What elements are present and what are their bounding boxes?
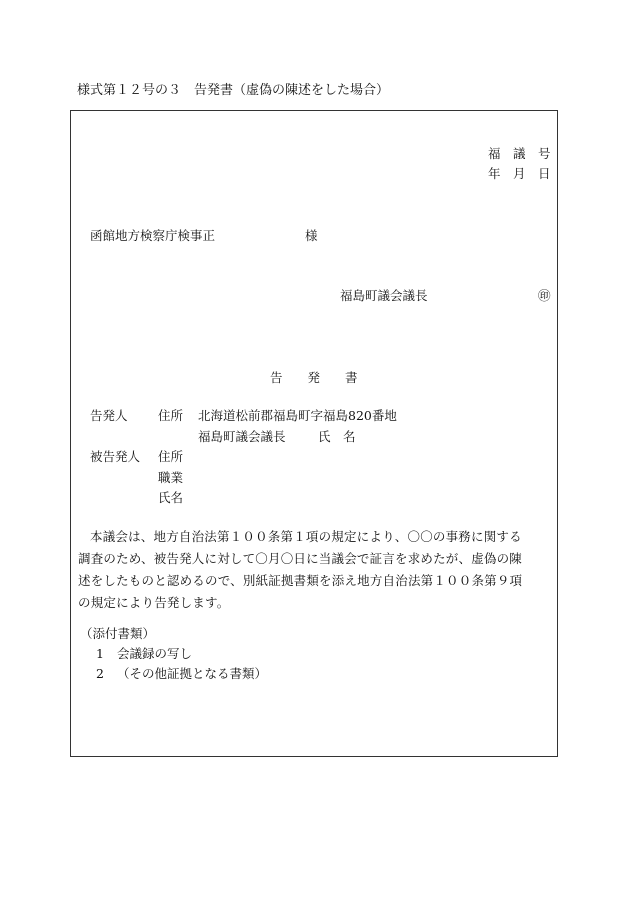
addressee-office: 函館地方検察庁検事正 [90,228,216,243]
body-line: 調査のため、被告発人に対して〇月〇日に当議会で証言を求めたが、虚偽の陳 [78,551,523,566]
body-text [78,526,554,614]
attachment-number: 1 [96,646,104,661]
accuser-role: 福島町議会議長 [198,429,286,444]
accuser-address-label: 住所 [158,408,184,423]
body-line: 本議会は、地方自治法第１００条第１項の規定により、〇〇の事務に関する [90,529,522,544]
body-line: の規定により告発します。 [78,595,230,610]
attachment-text: （その他証拠となる書類） [117,666,268,681]
seal-mark: ㊞ [538,288,551,303]
accused-occupation-label: 職業 [158,470,184,485]
document-title: 告 発 書 [270,370,358,385]
attachments-heading: （添付書類） [80,626,156,641]
form-title: 様式第１２号の３ 告発書（虚偽の陳述をした場合） [77,83,390,98]
sender-name: 福島町議会議長 [340,288,428,303]
attachment-number: 2 [96,666,104,681]
date-line: 年 月 日 [488,166,551,181]
body-line: 述をしたものと認めるので、別紙証拠書類を添え地方自治法第１００条第９項 [78,573,523,588]
accused-label: 被告発人 [90,449,141,464]
accused-address-label: 住所 [158,449,184,464]
accuser-name: 氏 名 [318,429,356,444]
accused-name-label: 氏名 [158,490,184,505]
accuser-label: 告発人 [90,408,128,423]
attachment-text: 会議録の写し [117,646,193,661]
reference-number: 福 議 号 [488,146,551,161]
addressee-honorific: 様 [305,228,318,243]
accuser-address: 北海道松前郡福島町字福島820番地 [198,408,397,423]
